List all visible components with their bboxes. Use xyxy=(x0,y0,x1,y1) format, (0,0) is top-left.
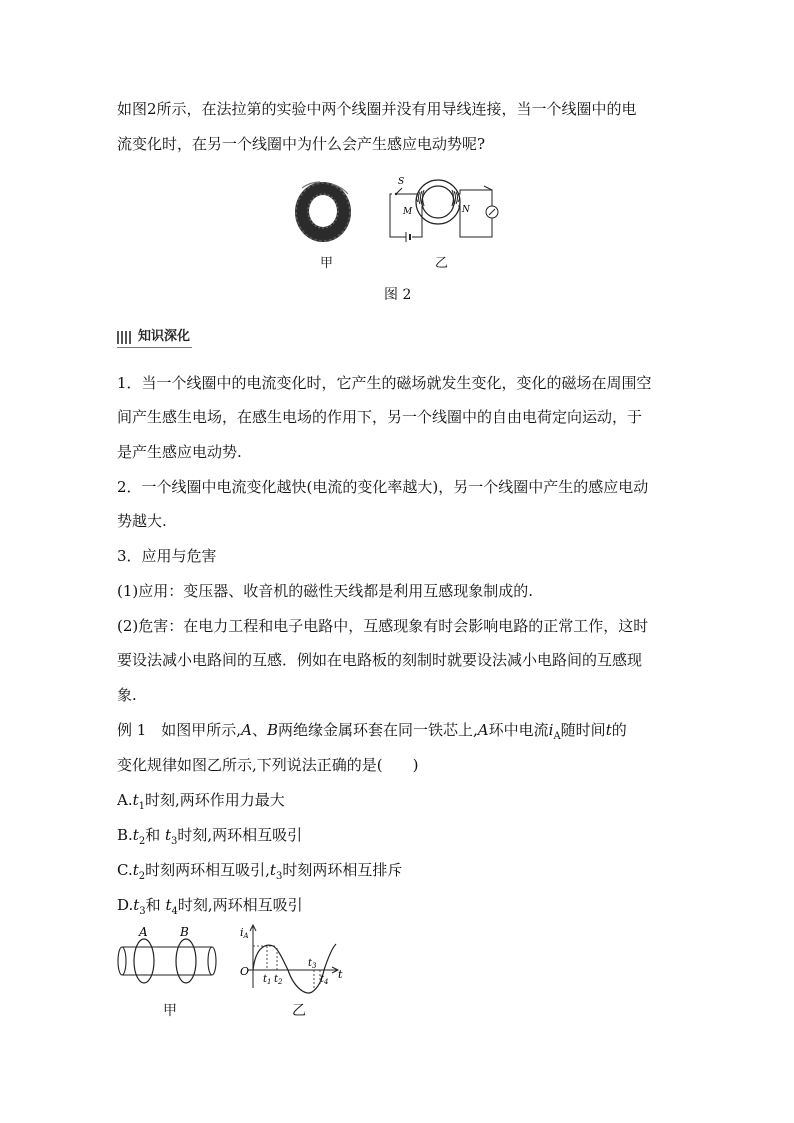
coil-n-label: N xyxy=(462,205,470,215)
section-rule xyxy=(117,347,192,348)
option-d: $D.t_3$和 $t_4$时刻,两环相互吸引 xyxy=(117,896,303,917)
current-time-graph xyxy=(236,922,348,1000)
section-title: 知识深化 xyxy=(138,329,191,344)
section-header xyxy=(117,328,192,348)
option-c: $C.t_2$时刻两环相互吸引$,t_3$时刻两环相互排斥 xyxy=(117,861,403,882)
example-1-line-1: 例 1 如图甲所示,A、B两绝缘金属环套在同一铁芯上,A环中电流$i_A$随时间t的 xyxy=(117,721,627,742)
point-3-application: (1)应用：变压器、收音机的磁性天线都是利用互感现象制成的. xyxy=(117,582,534,600)
section-bars-icon xyxy=(117,331,133,344)
example-1-line-2: 变化规律如图乙所示,下列说法正确的是( ) xyxy=(117,756,419,774)
tick-t1: $t_1$ xyxy=(263,974,272,986)
point-1-line-2: 间产生感生电场，在感生电场的作用下，另一个线圈中的自由电荷定向运动，于 xyxy=(117,408,643,426)
ring-b-label: B xyxy=(180,925,189,939)
point-2-line-2: 势越大. xyxy=(117,512,167,530)
iron-ring-photo xyxy=(292,176,356,246)
fig2-label-yi: 乙 xyxy=(435,256,449,271)
tick-t2: $t_2$ xyxy=(274,974,283,986)
faraday-circuit-diagram xyxy=(388,174,494,244)
fig2-caption: 图 2 xyxy=(384,287,412,303)
intro-line-2: 流变化时，在另一个线圈中为什么会产生感应电动势呢? xyxy=(117,135,486,153)
point-3-harm-line-1: (2)危害：在电力工程和电子电路中，互感现象有时会影响电路的正常工作，这时 xyxy=(117,617,649,635)
point-2-line-1: 2．一个线圈中电流变化越快(电流的变化率越大)，另一个线圈中产生的感应电动 xyxy=(117,478,649,496)
origin-label: O xyxy=(240,965,250,978)
axis-x-label: t xyxy=(338,968,343,981)
switch-label: S xyxy=(398,177,405,187)
iron-core-rings-diagram xyxy=(116,925,221,985)
tick-t4: $t_4$ xyxy=(320,974,329,986)
axis-y-label: iA xyxy=(240,926,249,940)
point-1-line-1: 1．当一个线圈中的电流变化时，它产生的磁场就发生变化，变化的磁场在周围空 xyxy=(117,374,652,392)
point-3-harm-line-2: 要设法减小电路间的互感．例如在电路板的刻制时就要设法减小电路间的互感现 xyxy=(117,651,643,669)
option-b: $B.t_2$和 $t_3$时刻,两环相互吸引 xyxy=(117,826,303,847)
option-a: $A.t_1$时刻,两环作用力最大 xyxy=(117,791,285,812)
point-3-title: 3．应用与危害 xyxy=(117,547,217,565)
point-3-harm-line-3: 象. xyxy=(117,686,137,704)
coil-m-label: M xyxy=(403,207,413,217)
ring-a-label: A xyxy=(139,925,148,939)
point-1-line-3: 是产生感应电动势. xyxy=(117,443,242,461)
tick-t3: $t_3$ xyxy=(308,958,317,970)
ex-fig-label-yi: 乙 xyxy=(292,1003,306,1019)
fig2-label-jia: 甲 xyxy=(320,256,334,271)
intro-line-1: 如图2所示，在法拉第的实验中两个线圈并没有用导线连接，当一个线圈中的电 xyxy=(117,100,637,118)
ex-fig-label-jia: 甲 xyxy=(163,1003,177,1019)
